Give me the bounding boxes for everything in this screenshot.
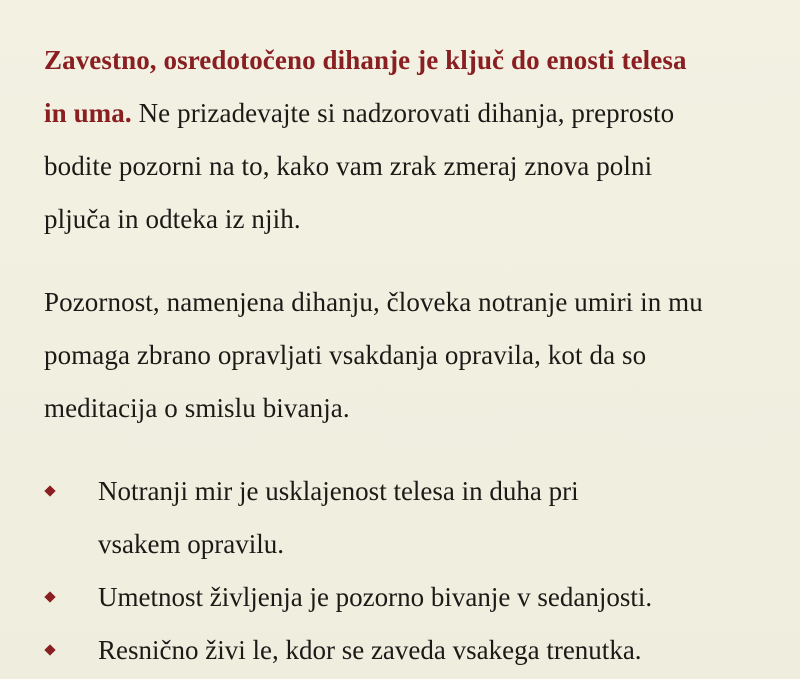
list-item-text: Notranji mir je usklajenost telesa in duha pri vsakem opravilu. [98, 476, 579, 559]
diamond-bullet-icon [44, 644, 55, 655]
list-item [44, 624, 770, 677]
list-item-text: Resnično živi le, kdor se zaveda vsakega trenutka. [98, 635, 642, 665]
highlighted-lead-sentence: Zavestno, osredotočeno dihanje je ključ do enosti telesa in uma. [44, 45, 687, 128]
intro-paragraph [44, 34, 704, 246]
list-item [44, 571, 770, 624]
breathing-paragraph: Pozornost, namenjena dihanju, človeka notranje umiri in mu pomaga zbrano opravljati vsakdanja opravila, kot da so meditacija o smislu bivanja. [44, 287, 703, 423]
intro-paragraph-body: Ne prizadevajte si nadzorovati dihanja, preprosto bodite pozorni na to, kako vam zrak zmeraj znova polni pljuča in odteka iz njih. [44, 98, 675, 234]
list-item-text: Umetnost življenja je pozorno bivanje v sedanjosti. [98, 582, 653, 612]
list-item [44, 465, 658, 571]
diamond-bullet-icon [44, 591, 55, 602]
diamond-bullet-icon [44, 485, 55, 496]
bullet-list [44, 465, 770, 677]
